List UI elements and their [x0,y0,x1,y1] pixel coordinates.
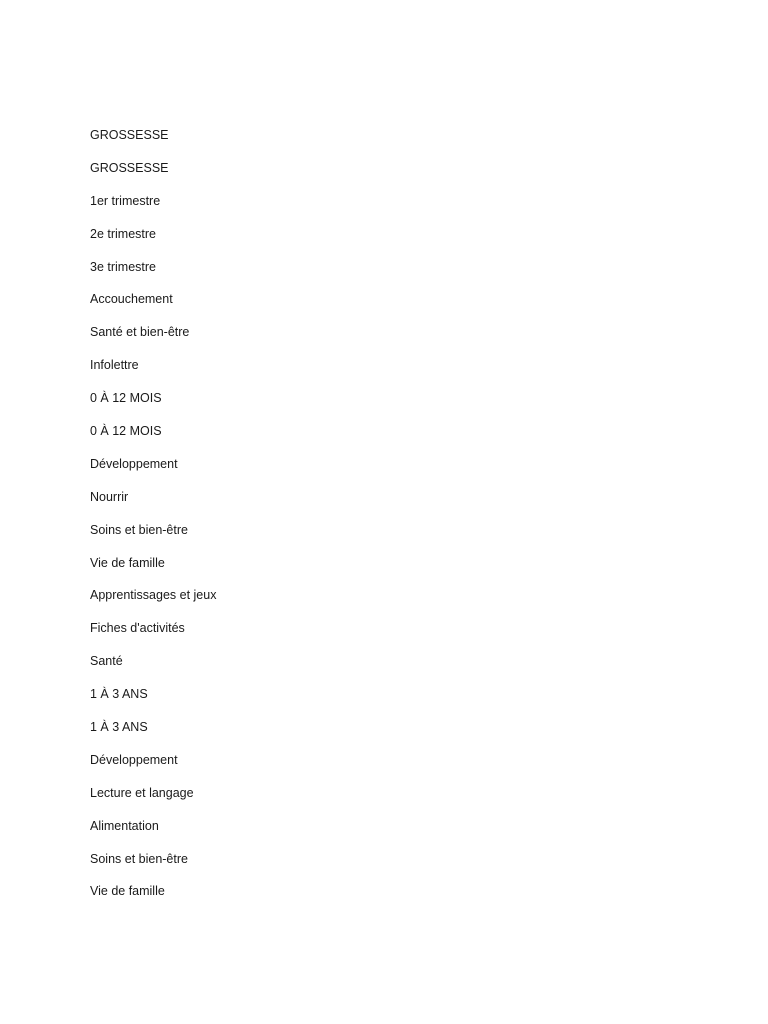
nav-link-label: Vie de famille [90,555,165,570]
nav-link-infolettre[interactable] [90,356,216,389]
nav-link-label: Alimentation [90,818,159,833]
nav-link-nourrir[interactable] [90,488,216,521]
nav-link-label: GROSSESSE [90,128,169,142]
nav-link-label: Vie de famille [90,884,165,899]
nav-link-label: 1 À 3 ANS [90,720,148,735]
nav-link-label: GROSSESSE [90,160,169,175]
nav-link-sante-et-bien-etre[interactable] [90,323,216,356]
navigation-link-list [90,126,216,915]
nav-link-alimentation[interactable] [90,817,216,850]
nav-link-label: Accouchement [90,292,173,307]
nav-link-3e-trimestre[interactable] [90,258,216,291]
nav-link-label: Lecture et langage [90,785,194,800]
nav-link-label: 1er trimestre [90,193,161,208]
nav-link-label: Apprentissages et jeux [90,588,217,603]
nav-link-2e-trimestre[interactable] [90,225,216,258]
nav-link-label: Santé [90,654,123,669]
nav-link-label: Soins et bien-être [90,522,188,537]
nav-link-vie-de-famille-1-3[interactable] [90,882,216,915]
nav-link-vie-de-famille[interactable] [90,554,216,587]
nav-link-label: Santé et bien-être [90,325,190,340]
nav-link-1-a-3-ans-heading[interactable] [90,685,216,718]
nav-link-1er-trimestre[interactable] [90,192,216,225]
nav-link-soins-et-bien-etre[interactable] [90,521,216,554]
nav-link-grossesse[interactable] [90,159,216,192]
nav-link-fiches-d-activites[interactable] [90,619,216,652]
nav-link-0-a-12-mois-heading[interactable] [90,389,216,422]
nav-link-label: Nourrir [90,489,129,504]
nav-link-label: 3e trimestre [90,259,156,274]
nav-link-developpement[interactable] [90,455,216,488]
nav-link-label: Développement [90,752,178,767]
nav-link-1-a-3-ans[interactable] [90,718,216,751]
nav-link-label: 1 À 3 ANS [90,687,148,702]
nav-link-label: 0 À 12 MOIS [90,424,162,439]
nav-link-label: 2e trimestre [90,226,156,241]
nav-link-label: Fiches d'activités [90,621,185,636]
nav-link-label: 0 À 12 MOIS [90,391,162,406]
nav-link-label: Infolettre [90,358,139,373]
nav-link-label: Soins et bien-être [90,851,188,866]
nav-link-0-a-12-mois[interactable] [90,422,216,455]
nav-link-apprentissages-et-jeux[interactable] [90,586,216,619]
nav-link-sante[interactable] [90,652,216,685]
nav-link-soins-et-bien-etre-1-3[interactable] [90,850,216,883]
nav-link-accouchement[interactable] [90,290,216,323]
nav-link-grossesse-heading[interactable] [90,126,216,159]
nav-link-lecture-et-langage[interactable] [90,784,216,817]
nav-link-label: Développement [90,456,178,471]
nav-link-developpement-1-3[interactable] [90,751,216,784]
